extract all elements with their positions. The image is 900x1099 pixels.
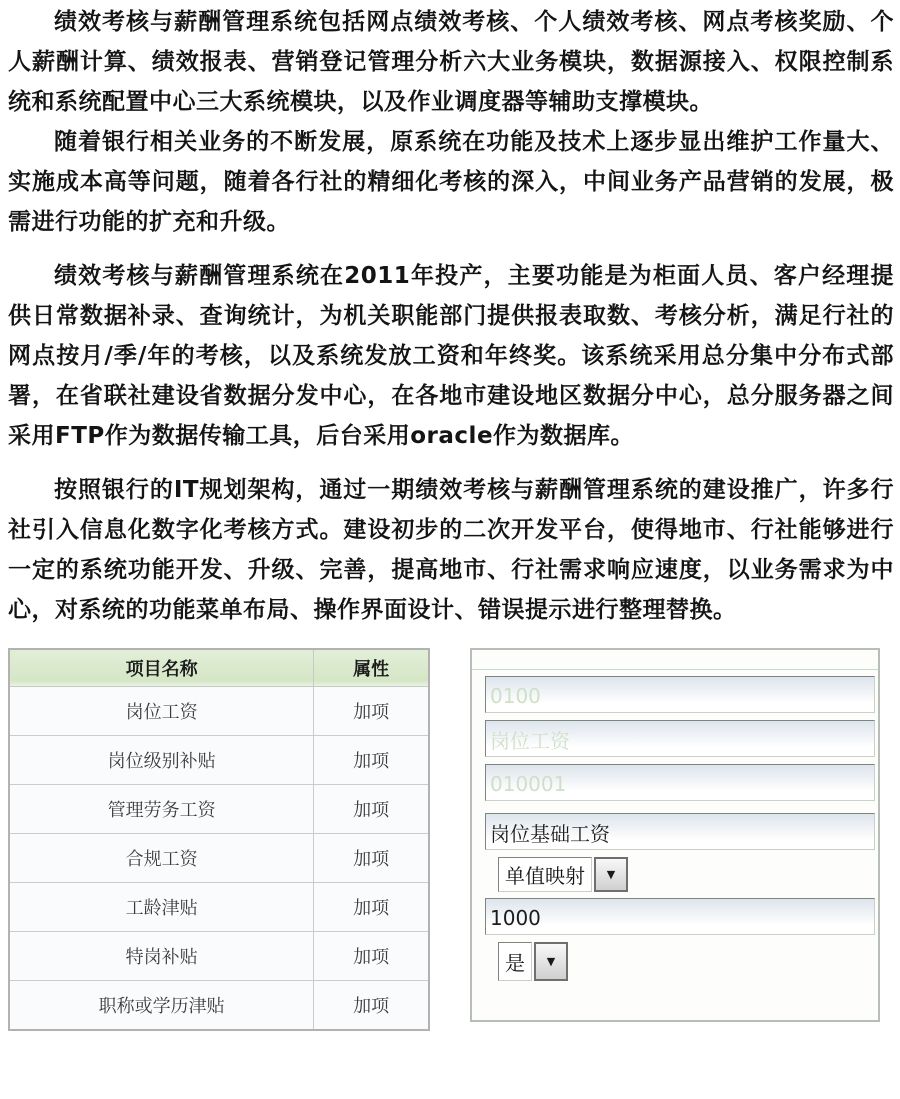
attribute-cell: 加项	[314, 785, 429, 834]
form-fields	[472, 676, 878, 981]
table-row	[9, 736, 429, 785]
paragraph-production: 绩效考核与薪酬管理系统在2011年投产，主要功能是为柜面人员、客户经理提供日常数据补录、查询统计，为机关职能部门提供报表取数、考核分析，满足行社的网点按月/季/年的考核，以及系统发放工资和年终奖。该系统采用总分集中分布式部署，在省联社建设省数据分发中心，在各地市建设地区数据分中心，总分服务器之间采用FTP作为数据传输工具，后台采用oracle作为数据库。	[8, 263, 894, 449]
attribute-cell: 加项	[314, 687, 429, 736]
flag-select[interactable]	[498, 942, 568, 981]
mapping-type-select[interactable]	[498, 857, 628, 892]
body-text	[8, 2, 894, 630]
item-category-name-input	[485, 720, 875, 757]
item-name-cell: 职称或学历津贴	[9, 981, 314, 1031]
mapping-type-value[interactable]: 单值映射	[498, 857, 592, 892]
item-name-cell: 岗位工资	[9, 687, 314, 736]
attribute-cell: 加项	[314, 932, 429, 981]
chevron-down-icon: ▼	[546, 955, 556, 968]
amount-input[interactable]	[485, 898, 875, 935]
attribute-cell: 加项	[314, 736, 429, 785]
item-name-input[interactable]	[485, 813, 875, 850]
salary-items-table	[8, 648, 430, 1031]
item-name-cell: 合规工资	[9, 834, 314, 883]
col-header-item-name: 项目名称	[9, 649, 314, 687]
item-code-input	[485, 764, 875, 801]
table-row	[9, 883, 429, 932]
item-edit-panel	[470, 648, 880, 1022]
item-category-code-input	[485, 676, 875, 713]
table-row	[9, 785, 429, 834]
panel-top-strip	[472, 650, 878, 670]
table-row	[9, 932, 429, 981]
col-header-attribute: 属性	[314, 649, 429, 687]
flag-value[interactable]: 是	[498, 942, 532, 981]
paragraph-it-plan: 按照银行的IT规划架构，通过一期绩效考核与薪酬管理系统的建设推广，许多行社引入信息化数字化考核方式。建设初步的二次开发平台，使得地市、行社能够进行一定的系统功能开发、升级、完善，提高地市、行社需求响应速度，以业务需求为中心，对系统的功能菜单布局、操作界面设计、错误提示进行整理替换。	[8, 477, 894, 623]
item-name-cell: 管理劳务工资	[9, 785, 314, 834]
item-name-cell: 特岗补贴	[9, 932, 314, 981]
flag-dropdown-button[interactable]	[534, 942, 568, 981]
attribute-cell: 加项	[314, 981, 429, 1031]
paragraph-modules: 绩效考核与薪酬管理系统包括网点绩效考核、个人绩效考核、网点考核奖励、个人薪酬计算、绩效报表、营销登记管理分析六大业务模块，数据源接入、权限控制系统和系统配置中心三大系统模块，以及作业调度器等辅助支撑模块。	[8, 9, 894, 115]
table-row	[9, 834, 429, 883]
paragraph-problems: 随着银行相关业务的不断发展，原系统在功能及技术上逐步显出维护工作量大、实施成本高等问题，随着各行社的精细化考核的深入，中间业务产品营销的发展，极需进行功能的扩充和升级。	[8, 129, 894, 235]
table-row	[9, 981, 429, 1031]
item-name-cell: 岗位级别补贴	[9, 736, 314, 785]
attribute-cell: 加项	[314, 883, 429, 932]
table-row	[9, 687, 429, 736]
attribute-cell: 加项	[314, 834, 429, 883]
chevron-down-icon: ▼	[606, 868, 616, 881]
mapping-type-dropdown-button[interactable]	[594, 857, 628, 892]
table-header-row	[9, 649, 429, 687]
item-name-cell: 工龄津贴	[9, 883, 314, 932]
